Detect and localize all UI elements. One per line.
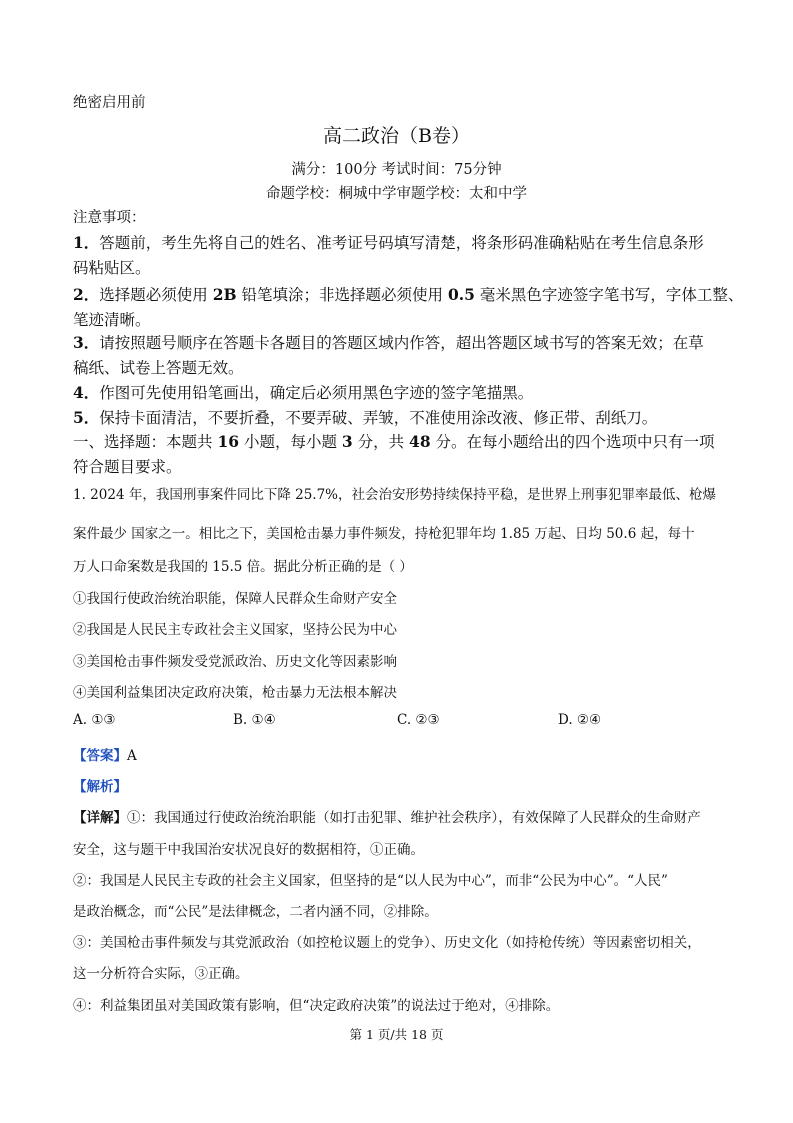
section-heading: 一、选择题：本题共 16 小题，每小题 3 分，共 48 分。在每小题给出的四个选项中只有一项	[73, 432, 715, 451]
analysis-line	[73, 775, 127, 795]
statement-2: ②我国是人民民主专政社会主义国家，坚持公民为中心	[73, 622, 397, 638]
section-heading-cont: 符合题目要求。	[73, 458, 182, 476]
score-time: 满分：100分 考试时间：75分钟	[291, 162, 502, 178]
notice-heading: 注意事项：	[73, 210, 146, 226]
option-b: B. ①④	[233, 712, 276, 728]
question-stem-line: 1. 2024 年，我国刑事案件同比下降 25.7%，社会治安形势持续保持平稳，是世界上刑事犯罪率最低、枪爆	[73, 487, 716, 503]
detail-line: 这一分析符合实际，③正确。	[73, 966, 249, 982]
answer-tag: 【答案】	[73, 748, 127, 764]
page-number: 第 1 页/共 18 页	[349, 1027, 444, 1042]
page-title: 高二政治（B卷）	[323, 125, 470, 147]
option-c: C. ②③	[397, 712, 440, 728]
detail-line: 是政治概念，而“公民”是法律概念，二者内涵不同，②排除。	[73, 904, 438, 920]
notice-item-2-cont: 笔迹清晰。	[73, 311, 151, 329]
answer-value: A	[127, 748, 137, 764]
answer-line	[73, 744, 137, 764]
detail-line: 【详解】①：我国通过行使政治统治职能（如打击犯罪、维护社会秩序），有效保障了人民群众的生命财产	[73, 810, 701, 826]
detail-line: ③：美国枪击事件频发与其党派政治（如控枪议题上的党争）、历史文化（如持枪传统）等因素密切相关，	[73, 935, 701, 951]
statement-4: ④美国利益集团决定政府决策，枪击暴力无法根本解决	[73, 685, 397, 701]
notice-item-3: 3．请按照题号顺序在答题卡各题目的答题区域内作答，超出答题区域书写的答案无效；在草	[73, 333, 704, 352]
notice-item-2: 2．选择题必须使用 2B 铅笔填涂；非选择题必须使用 0.5 毫米黑色字迹签字笔书写，字体工整、	[73, 285, 744, 304]
statement-3: ③美国枪击事件频发受党派政治、历史文化等因素影响	[73, 654, 397, 670]
notice-item-3-cont: 稿纸、试卷上答题无效。	[73, 359, 244, 377]
secret-label: 绝密启用前	[73, 95, 146, 111]
schools-line: 命题学校：桐城中学审题学校：太和中学	[266, 186, 527, 202]
detail-tag: 【详解】	[73, 810, 127, 826]
notice-item-1-cont: 码粘贴区。	[73, 259, 151, 277]
question-stem-line: 万人口命案数是我国的 15.5 倍。据此分析正确的是（ ）	[73, 559, 413, 575]
detail-line: ④：利益集团虽对美国政策有影响，但“决定政府决策”的说法过于绝对，④排除。	[73, 998, 560, 1014]
detail-line: ②：我国是人民民主专政的社会主义国家，但坚持的是“以人民为中心”，而非“公民为中心”。“人民”	[73, 873, 668, 889]
detail-line: 安全，这与题干中我国治安状况良好的数据相符，①正确。	[73, 842, 424, 858]
option-a: A. ①③	[73, 712, 116, 728]
option-d: D. ②④	[558, 712, 602, 728]
notice-item-1: 1．答题前，考生先将自己的姓名、准考证号码填写清楚，将条形码准确粘贴在考生信息条形	[73, 233, 704, 252]
notice-item-4: 4．作图可先使用铅笔画出，确定后必须用黑色字迹的签字笔描黑。	[73, 383, 534, 402]
notice-item-5: 5．保持卡面清洁，不要折叠，不要弄破、弄皱，不准使用涂改液、修正带、刮纸刀。	[73, 408, 658, 427]
question-stem-line: 案件最少 国家之一。相比之下，美国枪击暴力事件频发，持枪犯罪年均 1.85 万起、日均 50.6 起，每十	[73, 526, 695, 542]
analysis-tag: 【解析】	[73, 779, 127, 795]
statement-1: ①我国行使政治统治职能，保障人民群众生命财产安全	[73, 591, 397, 607]
